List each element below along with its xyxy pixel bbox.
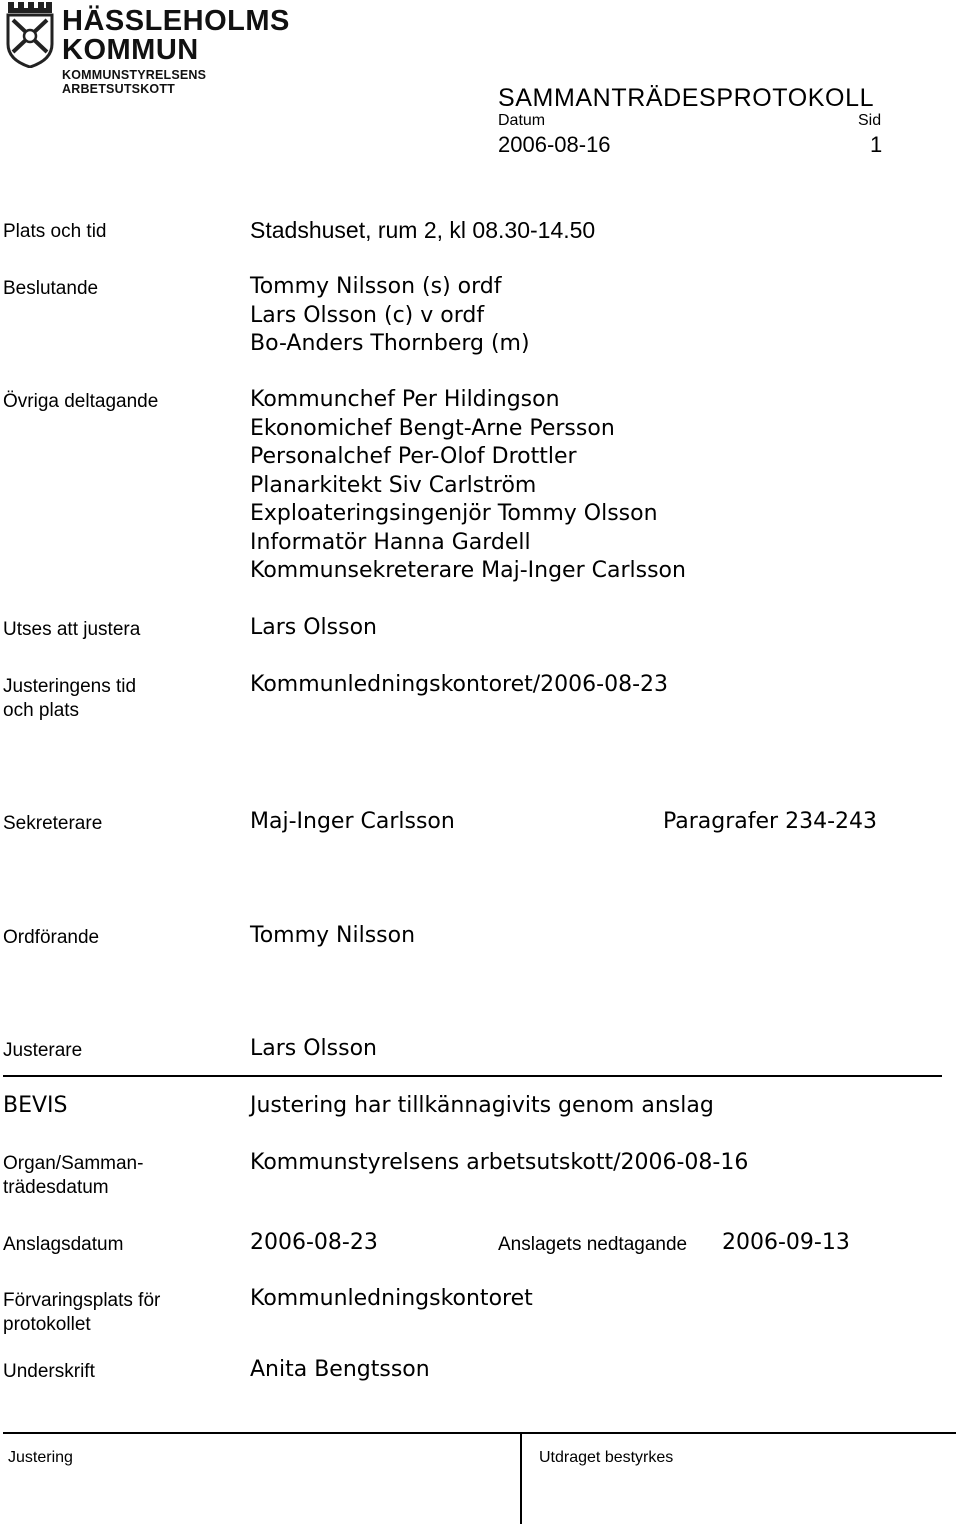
ovriga-item: Kommunchef Per Hildingson — [250, 387, 560, 412]
logo-wordmark — [62, 6, 290, 96]
logo-line-2: KOMMUN — [62, 34, 199, 66]
justeringens-label: Justeringens tid — [3, 676, 137, 697]
justeringens-value: Kommunledningskontoret/2006-08-23 — [250, 672, 669, 697]
organ-label-2: trädesdatum — [3, 1177, 109, 1198]
ovriga-item: Informatör Hanna Gardell — [250, 529, 531, 555]
justeringens-label-2: och plats — [3, 700, 80, 721]
bevis-label: BEVIS — [3, 1093, 68, 1118]
footer-justering: Justering — [8, 1449, 73, 1466]
ordforande-value: Tommy Nilsson — [250, 923, 416, 948]
ovriga-item: Personalchef Per-Olof Drottler — [250, 444, 577, 469]
beslutande-label: Beslutande — [3, 278, 99, 299]
ovriga-item: Kommunsekreterare Maj-Inger Carlsson — [250, 558, 686, 583]
beslutande-item: Lars Olsson (c) v ordf — [250, 302, 485, 328]
ovriga-item: Exploateringsingenjör Tommy Olsson — [250, 501, 658, 526]
logo-line-1: HÄSSLEHOLMS — [62, 5, 290, 37]
sekreterare-value: Maj-Inger Carlsson — [250, 809, 455, 834]
document-title: SAMMANTRÄDESPROTOKOLL — [498, 84, 875, 112]
ovriga-item: Ekonomichef Bengt-Arne Persson — [250, 415, 615, 441]
footer-top-rule — [3, 1432, 956, 1434]
organ-label: Organ/Samman- — [3, 1153, 144, 1174]
justerare-label: Justerare — [3, 1040, 83, 1061]
anslag-label: Anslagsdatum — [3, 1234, 124, 1255]
plats-label: Plats och tid — [3, 221, 107, 242]
justerare-value: Lars Olsson — [250, 1036, 377, 1061]
beslutande-item: Bo-Anders Thornberg (m) — [250, 331, 530, 356]
forvaring-value: Kommunledningskontoret — [250, 1286, 533, 1311]
datum-value: 2006-08-16 — [498, 132, 611, 157]
nedtagande-label: Anslagets nedtagande — [498, 1234, 688, 1255]
municipal-crest-icon — [6, 0, 54, 68]
sekreterare-label: Sekreterare — [3, 813, 103, 834]
datum-label: Datum — [498, 112, 546, 129]
sid-label: Sid — [858, 112, 882, 129]
forvaring-label: Förvaringsplats för — [3, 1290, 161, 1311]
bevis-heading: Justering har tillkännagivits genom anslag — [250, 1093, 714, 1118]
logo-line-4: ARBETSUTSKOTT — [62, 82, 176, 96]
plats-value: Stadshuset, rum 2, kl 08.30-14.50 — [250, 217, 596, 243]
underskrift-value: Anita Bengtsson — [250, 1357, 430, 1382]
utses-label: Utses att justera — [3, 619, 141, 640]
sid-value: 1 — [870, 132, 883, 157]
bevis-divider — [3, 1075, 942, 1077]
footer-utdraget: Utdraget bestyrkes — [539, 1449, 674, 1466]
organ-value: Kommunstyrelsens arbetsutskott/2006-08-16 — [250, 1150, 749, 1175]
paragrafer: Paragrafer 234-243 — [663, 809, 878, 834]
forvaring-label-2: protokollet — [3, 1314, 91, 1335]
beslutande-item: Tommy Nilsson (s) ordf — [250, 274, 502, 299]
logo-line-3: KOMMUNSTYRELSENS — [62, 68, 207, 82]
ordforande-label: Ordförande — [3, 927, 100, 948]
ovriga-item: Planarkitekt Siv Carlström — [250, 472, 537, 498]
ovriga-label: Övriga deltagande — [3, 391, 159, 412]
footer-column-divider — [520, 1432, 522, 1524]
nedtagande-value: 2006-09-13 — [722, 1230, 850, 1255]
underskrift-label: Underskrift — [3, 1361, 95, 1382]
utses-value: Lars Olsson — [250, 615, 377, 640]
anslag-value: 2006-08-23 — [250, 1230, 378, 1255]
